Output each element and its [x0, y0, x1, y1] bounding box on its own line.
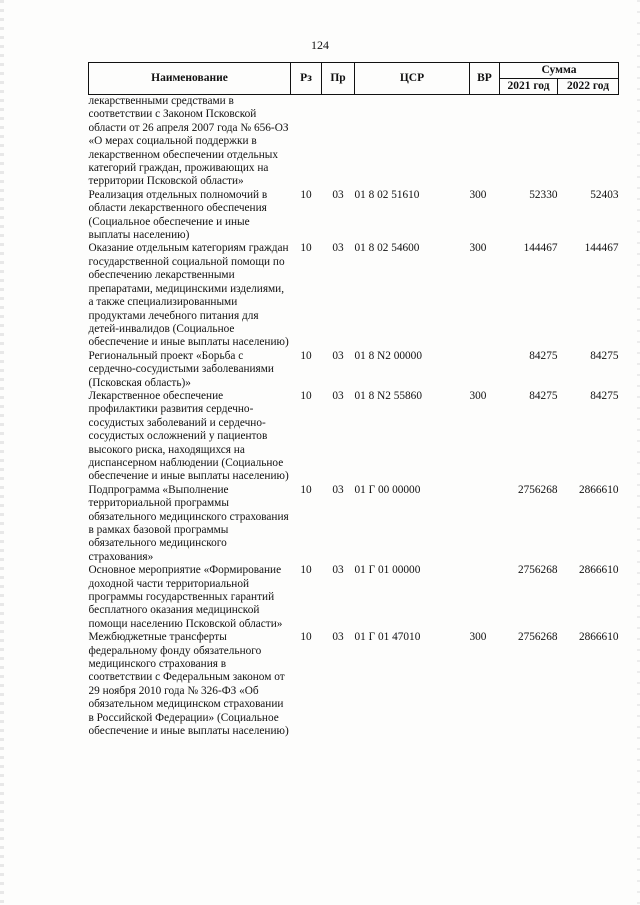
row-sum-2022: 2866610 [578, 483, 619, 496]
row-sum-2021: 2756268 [517, 483, 558, 496]
row-name: Подпрограмма «Выполнение территориальной программы обязательного медицинского страхования в рамках базовой программы обязательного медицинского страхования» [88, 483, 289, 563]
table-row [89, 189, 619, 243]
row-sum-2021: 84275 [529, 389, 558, 402]
header-csr: ЦСР [355, 63, 470, 95]
row-sum-2021: 2756268 [517, 631, 558, 644]
row-vr: 300 [469, 188, 487, 201]
row-csr: 01 8 N2 55860 [354, 389, 422, 402]
header-sum: Сумма [500, 63, 619, 79]
table-body [89, 95, 619, 739]
row-vr: 300 [469, 631, 487, 644]
row-rz: 10 [300, 483, 312, 496]
row-rz: 10 [300, 188, 312, 201]
row-sum-2022 [558, 95, 619, 189]
row-pr: 03 [332, 631, 344, 644]
row-csr: 01 Г 01 47010 [354, 631, 421, 644]
row-vr [470, 484, 500, 564]
row-rz: 10 [300, 349, 312, 362]
row-csr: 01 8 N2 00000 [354, 349, 422, 362]
row-pr [322, 95, 355, 189]
row-name: лекарственными средствами в соответствии с Законом Псковской области от 26 апреля 2007 года № 656-ОЗ «О мерах социальной поддержки в лекарственном обеспечении отдельных категорий граждан, проживающих на территории Псковской области» [88, 95, 289, 188]
row-csr: 01 8 02 54600 [354, 242, 420, 255]
row-vr [470, 350, 500, 390]
row-sum-2022: 84275 [590, 389, 619, 402]
header-vr: ВР [470, 63, 500, 95]
budget-table [88, 62, 619, 739]
row-name: Реализация отдельных полномочий в области лекарственного обеспечения (Социальное обеспечение и иные выплаты населению) [88, 188, 268, 242]
table-row [89, 631, 619, 738]
row-sum-2022: 144467 [584, 242, 619, 255]
row-rz: 10 [300, 242, 312, 255]
row-rz: 10 [300, 389, 312, 402]
header-rz: Рз [291, 63, 322, 95]
row-rz: 10 [300, 564, 312, 577]
table-row [89, 484, 619, 564]
table-row [89, 564, 619, 631]
table-header [89, 63, 619, 95]
row-pr: 03 [332, 564, 344, 577]
header-pr: Пр [322, 63, 355, 95]
row-pr: 03 [332, 188, 344, 201]
row-sum-2021: 84275 [529, 349, 558, 362]
row-pr: 03 [332, 389, 344, 402]
row-pr: 03 [332, 483, 344, 496]
row-name: Основное мероприятие «Формирование доходной части территориальной программы государственных гарантий бесплатного оказания медицинской помощи населению Псковской области» [88, 564, 283, 630]
row-rz [291, 95, 322, 189]
row-name: Оказание отдельным категориям граждан государственной социальной помощи по обеспечению лекарственными препаратами, медицинскими изделиями, а также специализированными продуктами лечебного питания для детей-инвалидов (Социальное обеспечение и иные выплаты населению) [88, 242, 289, 349]
page-number: 124 [311, 38, 329, 52]
row-name: Региональный проект «Борьба с сердечно-сосудистыми заболеваниями (Псковская область)» [88, 349, 274, 389]
row-sum-2022: 2866610 [578, 564, 619, 577]
row-sum-2021: 144467 [523, 242, 558, 255]
table-row [89, 95, 619, 189]
header-year-2021: 2021 год [500, 79, 558, 95]
row-vr: 300 [469, 242, 487, 255]
header-name: Наименование [89, 63, 291, 95]
table-row [89, 350, 619, 390]
row-name: Межбюджетные трансферты федеральному фонду обязательного медицинского страхования в соответствии с Федеральным законом от 29 ноября 2010 года № 326-ФЗ «Об обязательном медицинском страховании в Российской Федерации» (Социальное обеспечение и иные выплаты населению) [88, 631, 289, 738]
row-pr: 03 [332, 349, 344, 362]
row-rz: 10 [300, 631, 312, 644]
row-csr: 01 Г 00 00000 [354, 483, 421, 496]
scan-edge-left [0, 0, 4, 905]
row-pr: 03 [332, 242, 344, 255]
table-row [89, 390, 619, 484]
row-csr: 01 8 02 51610 [354, 188, 420, 201]
row-sum-2022: 52403 [590, 188, 619, 201]
row-sum-2022: 84275 [590, 349, 619, 362]
row-sum-2021: 2756268 [517, 564, 558, 577]
table-row [89, 242, 619, 349]
row-sum-2022: 2866610 [578, 631, 619, 644]
row-csr [355, 95, 470, 189]
row-vr [470, 95, 500, 189]
row-name: Лекарственное обеспечение профилактики развития сердечно-сосудистых заболеваний и сердечно-сосудистых осложнений у пациентов высокого риска, находящихся на диспансерном наблюдении (Социальное обеспечение и иные выплаты населению) [88, 389, 289, 483]
row-sum-2021: 52330 [529, 188, 558, 201]
row-vr [470, 564, 500, 631]
row-sum-2021 [500, 95, 558, 189]
row-csr: 01 Г 01 00000 [354, 564, 421, 577]
row-vr: 300 [469, 389, 487, 402]
header-year-2022: 2022 год [558, 79, 619, 95]
